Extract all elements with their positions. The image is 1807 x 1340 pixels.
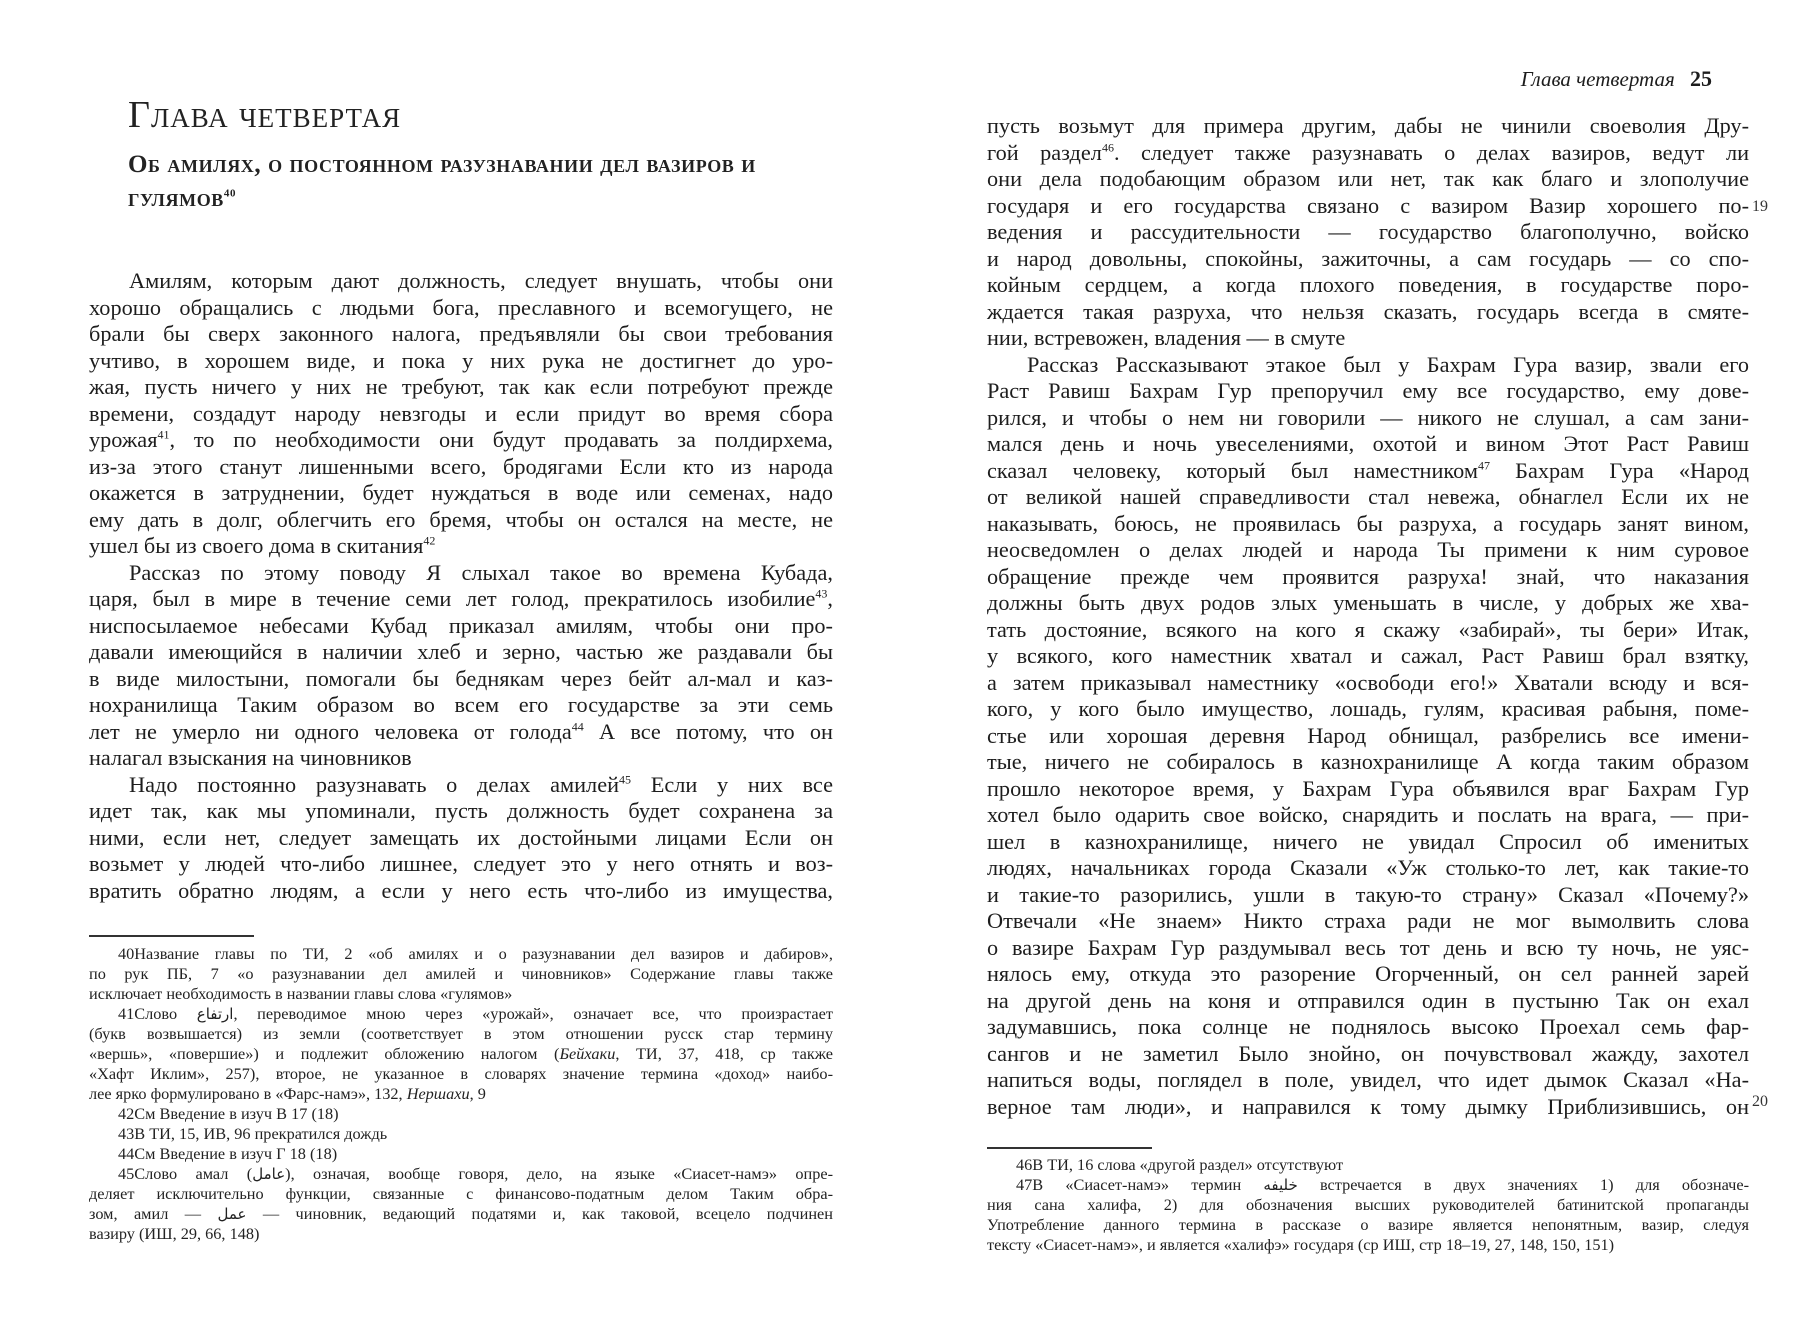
footnote-line: [987, 1215, 1749, 1235]
line-text: — чиновник, ведающий податями и, как таковой, всецело подчинен: [246, 1204, 833, 1223]
body-line: [987, 352, 1749, 379]
line-text: прошло некоторое время, у Бахрам Гура объявился враг Бахрам Гур: [987, 775, 1749, 801]
body-line: [89, 772, 833, 799]
footnote-line: [89, 1084, 833, 1104]
left-body-text: [89, 268, 833, 904]
body-line: [89, 374, 833, 401]
line-text: ния сана халифа, 2) для обозначения высших руководителей батинитской пропаганды: [987, 1195, 1749, 1214]
body-line: [987, 988, 1749, 1015]
line-text: койным сердцем, а когда плохого поведения, в государстве поро-: [987, 272, 1749, 297]
body-line: [89, 507, 833, 534]
body-line: [987, 1014, 1749, 1041]
body-line: [987, 776, 1749, 803]
line-text: и такие-то разорились, ушли в такую-то страну» Сказал «Почему?»: [987, 881, 1749, 907]
italic-term: Нершахи: [406, 1084, 470, 1103]
line-text: они дела подобающим образом или нет, так как благо и злополучие: [987, 166, 1749, 191]
line-text: тексту «Сиасет-намэ», и является «халифэ» государя (ср ИШ, стр 18–19, 27, 148, 150, 151): [987, 1235, 1615, 1254]
footnote-number: 40: [118, 944, 135, 963]
body-line: [987, 882, 1749, 909]
line-text: деляет исключительно функции, связанные с финансово-податным делом Таким обра-: [89, 1184, 833, 1203]
line-text: тать достояние, всякого на кого я скажу «забирай», ты бери» Итак,: [987, 616, 1749, 642]
line-text: пусть возьмут для примера другим, дабы не чинили своеволия Дру-: [987, 113, 1749, 138]
line-text: ждается такая разруха, что нельзя сказать, государь всегда в смяте-: [987, 298, 1749, 324]
footnote-line: [987, 1195, 1749, 1215]
body-line: [987, 802, 1749, 829]
footnote-ref[interactable]: 44: [571, 719, 584, 734]
line-text: у всякого, кого наместник хватал и сажал, Раст Равиш брал взятку,: [987, 643, 1749, 668]
arabic-term: ارتفاع: [196, 1005, 234, 1023]
italic-term: Бейхаки: [559, 1044, 616, 1063]
body-line: [987, 140, 1749, 167]
line-text: См Введение в изуч В 17 (18): [134, 1104, 339, 1123]
chapter-subtitle-text: Об амилях, о постоянном разузнавании дел вазиров и гулямов: [128, 151, 756, 212]
line-text: А все потому, что он: [583, 718, 833, 744]
body-line: [987, 405, 1749, 432]
footnote-number: 47: [1016, 1175, 1033, 1194]
line-text: сказал человеку, который был наместником: [987, 457, 1478, 483]
line-text: урожая: [89, 427, 158, 452]
body-line: [987, 643, 1749, 670]
body-line: [987, 908, 1749, 935]
line-text: рился, и чтобы о нем ни говорили — никого не слушал, а сам зани-: [987, 404, 1749, 430]
line-text: лет не умерло ни одного человека от голода: [89, 718, 572, 744]
body-line: [987, 246, 1749, 273]
line-text: ,: [827, 586, 833, 611]
line-text: ), означая, вообще говоря, дело, на языке «Сиасет-намэ» опре-: [285, 1164, 833, 1183]
footnote-line: [89, 1164, 833, 1184]
body-line: [89, 666, 833, 693]
line-text: тые, ничего не собиралось в казнохранилище А когда таким образом: [987, 749, 1749, 774]
footnote-line: [89, 984, 833, 1004]
line-text: сангов и не заметил Было знойно, он почувствовал жажду, захотел: [987, 1040, 1749, 1066]
footnote-ref[interactable]: 43: [815, 586, 828, 601]
footnote-number: 43: [118, 1124, 135, 1143]
line-text: ниспосылаемое небесами Кубад приказал амилям, чтобы они про-: [89, 612, 833, 638]
line-text: времени, создадут народу невзгоды и если придут во время сбора: [89, 400, 833, 426]
line-text: Надо постоянно разузнавать о делах амилей: [129, 771, 620, 797]
line-text: шел в казнохранилище, ничего не увидал Спросил об именитых: [987, 828, 1749, 854]
line-text: по рук ПБ, 7 «о разузнавании дел амилей и чиновников» Содержание главы также: [89, 964, 833, 983]
body-line: [89, 454, 833, 481]
footnote-line: [987, 1175, 1749, 1195]
left-page: [0, 0, 900, 1340]
line-text: «Хафт Иклим», 257), второе, не указанное в словарях значение термина «доход» наибо-: [89, 1064, 833, 1083]
margin-number: 20: [1752, 1093, 1768, 1110]
footnote-rule: [89, 935, 254, 937]
line-text: от великой нашей справедливости стал невежа, обнаглел Если их не: [987, 484, 1749, 509]
line-text: налагал взыскания на чиновников: [89, 745, 412, 770]
line-text: Употребление данного термина в рассказе о вазире является непонятным, вазир, следуя: [987, 1215, 1749, 1234]
body-line: [89, 427, 833, 454]
line-text: а затем приказывал наместнику «освободи его!» Хватали всюду и вся-: [987, 669, 1749, 695]
footnote-number: 45: [118, 1164, 135, 1183]
body-line: [987, 749, 1749, 776]
body-line: [89, 719, 833, 746]
footnote-line: [89, 1184, 833, 1204]
footnote-line: [89, 1044, 833, 1064]
line-text: , ТИ, 37, 418, ср также: [615, 1044, 833, 1063]
body-line: [987, 855, 1749, 882]
body-line: [89, 321, 833, 348]
line-text: людях, начальниках города Сказали «Уж столько-то лет, как такие-то: [987, 855, 1749, 880]
footnote-line: [89, 1224, 833, 1244]
body-line: [987, 961, 1749, 988]
running-head-title: Глава четвертая: [1520, 67, 1675, 91]
line-text: обращение прежде чем проявится разруха! знай, что наказания: [987, 563, 1749, 589]
footnote-line: [89, 1024, 833, 1044]
body-line: [987, 1094, 1749, 1121]
body-line: [987, 1041, 1749, 1068]
line-text: нии, встревожен, владения — в смуте: [987, 325, 1346, 350]
line-text: Если у них все: [631, 771, 833, 797]
line-text: верное там люди», и направился к тому дымку Приблизившись, он: [987, 1093, 1749, 1119]
body-line: [987, 113, 1749, 140]
body-line: [987, 829, 1749, 856]
line-text: . следует также разузнавать о делах вазиров, ведут ли: [1113, 139, 1750, 165]
footnote-ref[interactable]: 41: [157, 427, 170, 442]
line-text: стье или хорошая деревня Народ обнищал, разбрелись все имени-: [987, 722, 1749, 748]
line-text: о вазире Бахрам Гур раздумывал весь тот день и всю ту ночь, не уяс-: [987, 934, 1749, 960]
footnote-rule: [987, 1147, 1152, 1149]
line-text: Слово амал (: [134, 1164, 253, 1183]
line-text: ведения и рассудительности — государство благополучно, войско: [987, 219, 1749, 244]
footnote-number: 41: [118, 1004, 135, 1023]
line-text: хорошо обращались с людьми бога, преславного и всемогущего, не: [89, 294, 833, 320]
body-line: [89, 825, 833, 852]
body-line: [987, 325, 1749, 352]
body-line: [987, 219, 1749, 246]
line-text: Отвечали «Не знаем» Никто страха ради не мог вымолвить слова: [987, 908, 1749, 933]
body-line: [987, 537, 1749, 564]
footnote-ref[interactable]: 42: [423, 533, 436, 548]
footnote-ref[interactable]: 40: [223, 187, 237, 200]
line-text: кого, у кого было имущество, лошадь, гулям, красивая рабыня, поме-: [987, 696, 1749, 721]
arabic-term: عامل: [252, 1165, 286, 1183]
body-line: [89, 533, 833, 560]
line-text: должны быть двух родов злых уменьшать в числе, у добрых же хва-: [987, 590, 1749, 615]
line-text: (букв возвышается) из земли (соответствует в этом отношении русск стар термину: [89, 1024, 833, 1043]
arabic-term: عمل: [217, 1205, 247, 1223]
body-line: [987, 670, 1749, 697]
line-text: исключает необходимость в названии главы слова «гулямов»: [89, 984, 513, 1003]
body-line: [987, 564, 1749, 591]
body-line: [987, 590, 1749, 617]
line-text: ними, если нет, следует замещать их достойными лицами Если он: [89, 824, 833, 850]
page-number: 25: [1690, 66, 1712, 91]
body-line: [987, 723, 1749, 750]
line-text: Раст Равиш Бахрам Гур препоручил ему все государство, ему дове-: [987, 378, 1749, 403]
body-line: [89, 851, 833, 878]
line-text: гой раздел: [987, 139, 1102, 165]
footnote-ref[interactable]: 45: [619, 772, 632, 787]
right-page: [900, 0, 1807, 1340]
line-text: окажется в затруднении, будет нуждаться в воде или семенах, надо: [89, 480, 833, 505]
body-line: [89, 745, 833, 772]
chapter-subtitle: [128, 148, 848, 216]
line-text: Рассказ Рассказывают этакое был у Бахрам Гура вазир, звали его: [1027, 351, 1749, 377]
body-line: [89, 613, 833, 640]
body-line: [987, 458, 1749, 485]
footnote-line: [987, 1155, 1749, 1175]
line-text: брали бы сверх законного налога, предъявляли бы свои требования: [89, 321, 833, 346]
chapter-title: Глава четвертая: [128, 94, 402, 136]
footnote-line: [89, 1144, 833, 1164]
line-text: напиться воды, поглядел в поле, увидел, что идет дымок Сказал «На-: [987, 1067, 1749, 1092]
line-text: вазиру (ИШ, 29, 66, 148): [89, 1224, 260, 1243]
line-text: наказывать, боюсь, не проявилась бы разруха, а государь занят вином,: [987, 510, 1749, 536]
footnote-line: [89, 964, 833, 984]
body-line: [89, 401, 833, 428]
footnote-ref[interactable]: 46: [1101, 140, 1114, 155]
line-text: См Введение в изуч Г 18 (18): [134, 1144, 338, 1163]
body-line: [987, 193, 1749, 220]
margin-number: 19: [1752, 198, 1768, 215]
line-text: встречается в двух значениях 1) для обозначе-: [1297, 1175, 1749, 1194]
footnote-number: 44: [118, 1144, 135, 1163]
footnote-line: [89, 1064, 833, 1084]
body-line: [987, 378, 1749, 405]
line-text: царя, был в мире в течение семи лет голод, прекратилось изобилие: [89, 586, 816, 611]
line-text: мался день и ночь увеселениями, охотой и вином Этот Раст Равиш: [987, 431, 1749, 456]
body-line: [89, 295, 833, 322]
line-text: в виде милостыни, помогали бы беднякам через бейт ал-мал и каз-: [89, 665, 833, 691]
line-text: ему дать в долг, облегчить его бремя, чтобы он остался на месте, не: [89, 506, 833, 532]
line-text: государя и его государства связано с вазиром Вазир хорошего по-: [987, 192, 1749, 218]
body-line: [89, 692, 833, 719]
body-line: [987, 431, 1749, 458]
body-line: [987, 935, 1749, 962]
right-body-text: [987, 113, 1749, 1120]
line-text: хотел было одарить свое войско, снарядить и послать на врага, — при-: [987, 802, 1749, 827]
right-footnotes: [987, 1155, 1749, 1255]
line-text: , переводимое мною через «урожай», означает все, что произрастает: [233, 1004, 833, 1023]
line-text: В «Сиасет-намэ» термин: [1032, 1175, 1264, 1194]
footnote-line: [89, 1124, 833, 1144]
body-line: [987, 299, 1749, 326]
line-text: задумавшись, пока солнце не поднялось высоко Проехал семь фар-: [987, 1014, 1749, 1039]
body-line: [89, 348, 833, 375]
line-text: неосведомлен о делах людей и народа Ты примени к ним суровое: [987, 537, 1749, 562]
line-text: лее ярко формулировано в «Фарс-намэ», 132,: [89, 1084, 407, 1103]
footnote-line: [89, 944, 833, 964]
body-line: [89, 586, 833, 613]
body-line: [987, 511, 1749, 538]
line-text: учтиво, в хорошем виде, и пока у них рука не достигнет до уро-: [89, 347, 833, 373]
body-line: [89, 560, 833, 587]
line-text: вратить обратно людям, а если у него есть что-либо из имущества,: [89, 877, 833, 903]
body-line: [987, 1067, 1749, 1094]
line-text: Название главы по ТИ, 2 «об амилях и о разузнавании дел вазиров и дабиров»,: [134, 944, 833, 963]
line-text: зом, амил —: [89, 1204, 218, 1223]
body-line: [987, 272, 1749, 299]
footnote-line: [89, 1004, 833, 1024]
footnote-line: [89, 1204, 833, 1224]
line-text: жая, пусть ничего у них не требуют, так как если потребуют прежде: [89, 374, 833, 399]
body-line: [89, 798, 833, 825]
body-line: [987, 166, 1749, 193]
left-footnotes: [89, 944, 833, 1244]
line-text: Бахрам Гура «Народ: [1489, 457, 1749, 483]
line-text: и народ довольны, спокойны, зажиточны, а сам государь — со спо-: [987, 245, 1749, 271]
line-text: из-за этого станут лишенными всего, бродягами Если кто из народа: [89, 453, 833, 479]
footnote-number: 46: [1016, 1155, 1033, 1174]
arabic-term: خليفه: [1263, 1176, 1298, 1194]
line-text: на другой день на коня и отправился один в пустыню Так он ехал: [987, 987, 1749, 1013]
body-line: [987, 484, 1749, 511]
line-text: , 9: [469, 1084, 486, 1103]
line-text: давали имеющийся в наличии хлеб и зерно, частью же раздавали бы: [89, 639, 833, 664]
body-line: [987, 617, 1749, 644]
line-text: возьмет у людей что-либо лишнее, следует это у него отнять и воз-: [89, 851, 833, 876]
footnote-ref[interactable]: 47: [1477, 458, 1490, 473]
footnote-line: [89, 1104, 833, 1124]
body-line: [89, 878, 833, 905]
footnote-line: [987, 1235, 1749, 1255]
line-text: «вершь», «повершие») и подлежит обложению налогом (: [89, 1044, 560, 1063]
line-text: нялось ему, откуда это разорение Огорченный, он сел ранней зарей: [987, 961, 1749, 986]
body-line: [89, 268, 833, 295]
line-text: идет так, как мы упоминали, пусть должность будет сохранена за: [89, 798, 833, 823]
line-text: Амилям, которым дают должность, следует внушать, чтобы они: [129, 268, 833, 293]
line-text: нохранилища Таким образом во всем его государстве за эти семь: [89, 692, 833, 717]
running-head: [1521, 66, 1712, 92]
line-text: ушел бы из своего дома в скитания: [89, 533, 424, 558]
line-text: В ТИ, 16 слова «другой раздел» отсутствуют: [1032, 1155, 1344, 1174]
line-text: В ТИ, 15, ИВ, 96 прекратился дождь: [134, 1124, 388, 1143]
line-text: , то по необходимости они будут продавать за полдирхема,: [169, 427, 833, 452]
line-text: Слово: [134, 1004, 197, 1023]
body-line: [89, 639, 833, 666]
footnote-number: 42: [118, 1104, 135, 1123]
body-line: [89, 480, 833, 507]
line-text: Рассказ по этому поводу Я слыхал такое во времена Кубада,: [129, 559, 833, 585]
body-line: [987, 696, 1749, 723]
